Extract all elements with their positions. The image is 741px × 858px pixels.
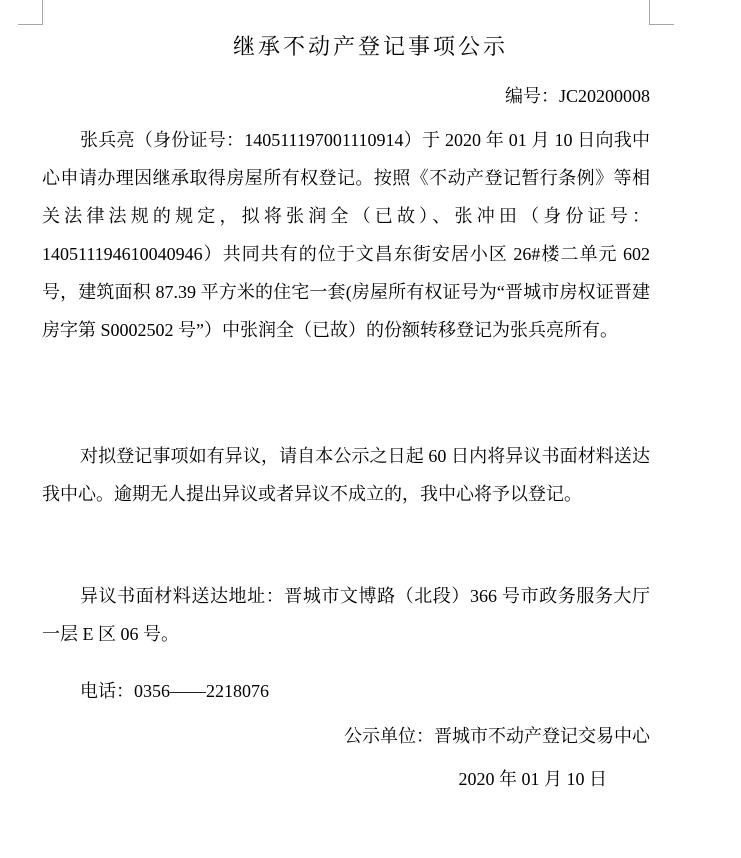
paragraph-address: 异议书面材料送达地址：晋城市文博路（北段）366 号市政务服务大厅一层 E 区 06 号。 (42, 586, 650, 644)
crop-mark-top-left (18, 0, 43, 25)
document-title: 继承不动产登记事项公示 (232, 35, 508, 60)
issuing-unit: 公示单位：晋城市不动产登记交易中心 (344, 726, 650, 746)
paragraph-objection: 对拟登记事项如有异议，请自本公示之日起 60 日内将异议书面材料送达我中心。逾期无人提出异议或者异议不成立的，我中心将予以登记。 (42, 446, 650, 504)
document-number: 编号：JC20200008 (504, 86, 650, 106)
crop-mark-top-right (649, 0, 674, 25)
paragraph-application: 张兵亮（身份证号：140511197001110914）于 2020 年 01 月 10 日向我中心申请办理因继承取得房屋所有权登记。按照《不动产登记暂行条例》等相关法律法规的规定，拟将张润全（已故）、张冲田（身份证号：140511194610040946）共同共有的位于文昌东街安居小区 26#楼二单元 602 号，建筑面积 87.39 平方米的住宅一套(房屋所有权证号为“晋城市房权证晋建房字第 S0002502 号”）中张润全（已故）的份额转移登记为张兵亮所有。 (42, 130, 650, 340)
issue-date: 2020 年 01 月 10 日 (458, 769, 607, 789)
contact-phone: 电话：0356——2218076 (80, 681, 269, 701)
